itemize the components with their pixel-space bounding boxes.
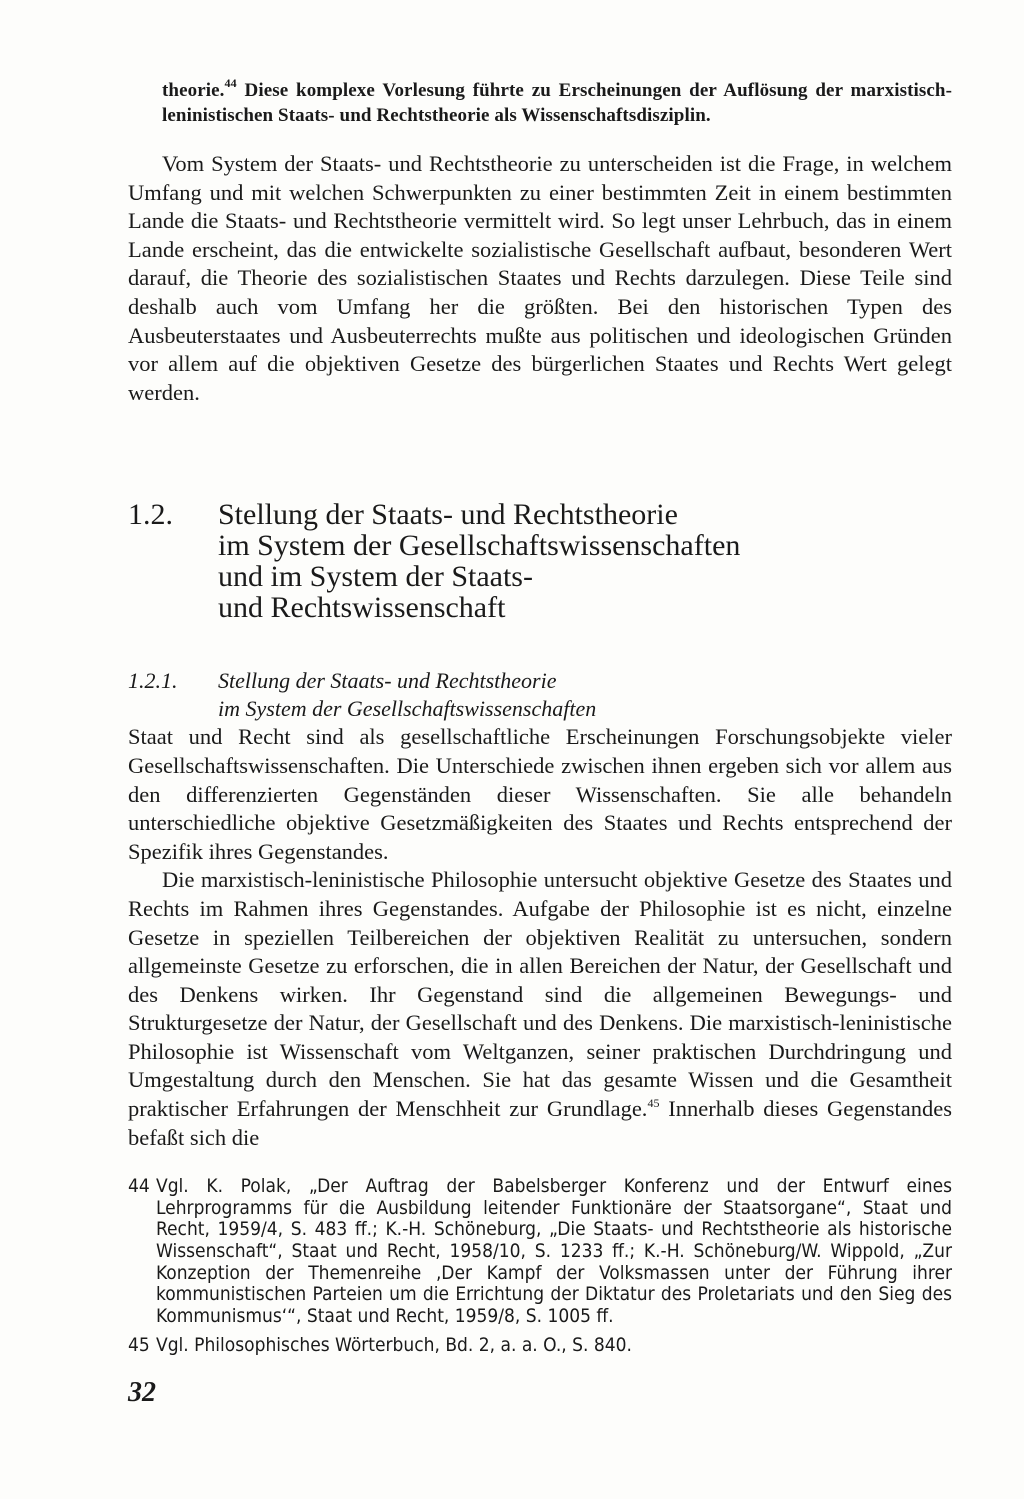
paragraph-objects: Staat und Recht sind als gesellschaftliche Erscheinungen Forschungsobjekte vieler Gesellschaftswissenschaften. Die Unterschiede zwischen ihnen ergeben sich vor allem aus den differenzierten Gegenständen dieser Wissenschaften. Sie alle behandeln unterschiedliche objektive Gesetzmäßigkeiten des Staates und Rechts entsprechend der Spezifik ihres Gegenstandes. [128, 724, 952, 864]
section-title-line: und Rechtswissenschaft [218, 591, 506, 625]
subsection-number: 1.2.1. [128, 668, 178, 694]
continuation-paragraph [162, 78, 952, 128]
section-heading [128, 499, 952, 623]
footnote-ref-44: 44 [224, 76, 237, 90]
footnote-number: 44 [128, 1175, 150, 1198]
paragraph-philosophy [128, 866, 952, 1152]
paragraph-philosophy-text: Die marxistisch-leninistische Philosophie untersucht objektive Gesetze des Staates und Rechts im Rahmen ihres Gegenstandes. Aufgabe der Philosophie ist es nicht, einzelne Gesetze in speziellen Teilbereichen der objektiven Realität zu untersuchen, sondern allgemeinste Gesetze zu erforschen, die in allen Bereichen der Natur, der Gesellschaft und des Denkens wirken. Ihr Gegenstand sind die allgemeinen Bewegungs- und Strukturgesetze der Natur, der Gesellschaft und des Denkens. Die marxistisch-leninistische Philosophie ist Wissenschaft vom Weltganzen, seiner praktischen Durchdringung und Umgestaltung durch den Menschen. Sie hat das gesamte Wissen und die Gesamtheit praktischer Erfahrungen der Menschheit zur Grundlage. [128, 867, 952, 1122]
footnote [128, 1335, 952, 1357]
subsection-title-line: Stellung der Staats- und Rechtstheorie [218, 668, 557, 694]
footnote-text: Vgl. Philosophisches Wörterbuch, Bd. 2, a. a. O., S. 840. [156, 1334, 632, 1357]
section-title-line: Stellung der Staats- und Rechtstheorie [218, 498, 678, 532]
subsection-title [218, 667, 596, 723]
footnote-ref-45: 45 [647, 1096, 660, 1111]
continuation-text-end: Diese komplexe Vorlesung führte zu Erscheinungen der Auflösung der marxistisch-leninistischen Staats- und Rechtstheorie als Wissenschaftsdisziplin. [162, 80, 952, 126]
section-title-line: und im System der Staats- [218, 560, 533, 594]
footnotes [128, 1176, 952, 1357]
section-title [218, 499, 740, 623]
book-page [128, 78, 952, 1409]
page-number: 32 [128, 1377, 156, 1408]
continuation-text-start: theorie. [162, 80, 225, 101]
paragraph-system: Vom System der Staats- und Rechtstheorie zu unterscheiden ist die Frage, in welchem Umfang und mit welchen Schwerpunkten zu einer bestimmten Zeit in einem bestimmten Lande die Staats- und Rechtstheorie vermittelt wird. So legt unser Lehrbuch, das in einem Lande erscheint, das die entwickelte sozialistische Gesellschaft aufbaut, besonderen Wert darauf, die Theorie des sozialistischen Staates und Rechts darzulegen. Diese Teile sind deshalb auch vom Umfang her die größten. Bei den historischen Typen des Ausbeuterstaates und Ausbeuterrechts mußte aus politischen und ideologischen Gründen vor allem auf die objektiven Gesetze des bürgerlichen Staates und Rechts Wert gelegt werden. [128, 151, 952, 405]
section-number: 1.2. [128, 498, 173, 532]
footnote-number: 45 [128, 1334, 150, 1357]
subsection-title-line: im System der Gesellschaftswissenschaften [218, 696, 597, 722]
paragraph-philosophy-tail: Innerhalb dieses Gegenstandes befaßt sich die [128, 1096, 952, 1150]
subsection-heading [128, 667, 952, 723]
footnote [128, 1176, 952, 1327]
section-title-line: im System der Gesellschaftswissenschaften [218, 529, 741, 563]
footnote-text: Vgl. K. Polak, „Der Auftrag der Babelsberger Konferenz und der Entwurf eines Lehrprogramms für die Ausbildung leitender Funktionäre der Staatsorgane“, Staat und Recht, 1959/4, S. 483 ff.; K.-H. Schöneburg, „Die Staats- und Rechtstheorie als historische Wissenschaft“, Staat und Recht, 1958/10, S. 1233 ff.; K.-H. Schöneburg/W. Wippold, „Zur Konzeption der Themenreihe ‚Der Kampf der Volksmassen unter der Führung ihrer kommunistischen Parteien um die Errichtung der Diktatur des Proletariats und den Sieg des Kommunismus‘“, Staat und Recht, 1959/8, S. 1005 ff. [156, 1175, 952, 1327]
